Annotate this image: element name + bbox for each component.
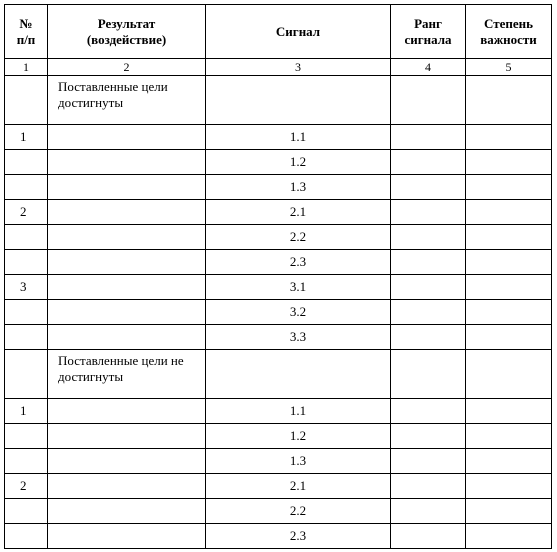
importance-cell	[466, 275, 552, 300]
signal-value: 3.2	[206, 300, 391, 325]
number-cell	[5, 76, 48, 125]
header-number-text: № п/п	[16, 15, 36, 47]
table-row	[5, 200, 552, 225]
signal-value: 3.1	[206, 275, 391, 300]
signal-value: 2.2	[206, 499, 391, 524]
signal-value: 2.3	[206, 524, 391, 549]
importance-cell	[466, 399, 552, 424]
signal-rank-cell	[391, 474, 466, 499]
signal-rank-cell	[391, 150, 466, 175]
result-cell	[48, 399, 206, 424]
signal-rank-cell	[391, 424, 466, 449]
signal-rank-cell	[391, 449, 466, 474]
table-row	[5, 399, 552, 424]
signal-value: 2.2	[206, 225, 391, 250]
table-row	[5, 449, 552, 474]
importance-cell	[466, 524, 552, 549]
table-row	[5, 474, 552, 499]
signal-rank-cell	[391, 175, 466, 200]
importance-cell	[466, 76, 552, 125]
importance-cell	[466, 150, 552, 175]
signal-value: 1.2	[206, 150, 391, 175]
result-cell	[48, 275, 206, 300]
column-number: 2	[48, 59, 206, 76]
table-row	[5, 275, 552, 300]
signals-table	[4, 4, 552, 549]
signal-rank-cell	[391, 524, 466, 549]
section-header-row	[5, 76, 552, 125]
result-cell	[48, 225, 206, 250]
header-signal-rank	[391, 5, 466, 59]
header-number	[5, 5, 48, 59]
signal-rank-cell	[391, 76, 466, 125]
result-cell	[48, 474, 206, 499]
signal-value: 1.2	[206, 424, 391, 449]
signal-value: 2.3	[206, 250, 391, 275]
header-row	[5, 5, 552, 59]
row-number	[5, 449, 48, 474]
signal-cell	[206, 350, 391, 399]
importance-cell	[466, 350, 552, 399]
signal-cell	[206, 76, 391, 125]
signal-rank-cell	[391, 300, 466, 325]
signal-rank-cell	[391, 399, 466, 424]
importance-cell	[466, 474, 552, 499]
header-signal	[206, 5, 391, 59]
signal-rank-cell	[391, 200, 466, 225]
row-number	[5, 499, 48, 524]
column-number: 1	[5, 59, 48, 76]
signal-value: 2.1	[206, 474, 391, 499]
signal-value: 3.3	[206, 325, 391, 350]
row-number: 3	[5, 275, 48, 300]
row-number	[5, 150, 48, 175]
header-result-text: Результат (воздействие)	[86, 15, 167, 47]
result-cell	[48, 524, 206, 549]
column-number-row	[5, 59, 552, 76]
importance-cell	[466, 225, 552, 250]
result-cell	[48, 150, 206, 175]
section-header-row	[5, 350, 552, 399]
signal-rank-cell	[391, 275, 466, 300]
importance-cell	[466, 250, 552, 275]
column-number: 3	[206, 59, 391, 76]
result-cell	[48, 499, 206, 524]
table-row	[5, 524, 552, 549]
signal-value: 1.1	[206, 125, 391, 150]
result-cell	[48, 300, 206, 325]
table-row	[5, 424, 552, 449]
header-importance-text: Степень важности	[480, 15, 537, 47]
row-number	[5, 175, 48, 200]
result-cell	[48, 125, 206, 150]
table-row	[5, 499, 552, 524]
table-row	[5, 175, 552, 200]
signal-rank-cell	[391, 325, 466, 350]
table-row	[5, 300, 552, 325]
importance-cell	[466, 200, 552, 225]
importance-cell	[466, 499, 552, 524]
importance-cell	[466, 325, 552, 350]
row-number	[5, 225, 48, 250]
table-row	[5, 225, 552, 250]
row-number: 1	[5, 399, 48, 424]
signal-value: 1.3	[206, 449, 391, 474]
table-body	[5, 5, 552, 549]
importance-cell	[466, 125, 552, 150]
signal-rank-cell	[391, 250, 466, 275]
table-row	[5, 125, 552, 150]
importance-cell	[466, 300, 552, 325]
result-cell	[48, 200, 206, 225]
number-cell	[5, 350, 48, 399]
result-cell	[48, 175, 206, 200]
section-title: Поставленные цели не достигнуты	[48, 350, 206, 399]
section-title: Поставленные цели достигнуты	[48, 76, 206, 125]
signal-rank-cell	[391, 350, 466, 399]
column-number: 4	[391, 59, 466, 76]
row-number: 1	[5, 125, 48, 150]
column-number: 5	[466, 59, 552, 76]
row-number: 2	[5, 474, 48, 499]
header-signal-text: Сигнал	[275, 23, 321, 39]
signal-rank-cell	[391, 125, 466, 150]
table-row	[5, 325, 552, 350]
importance-cell	[466, 175, 552, 200]
signal-value: 1.3	[206, 175, 391, 200]
row-number	[5, 300, 48, 325]
row-number: 2	[5, 200, 48, 225]
importance-cell	[466, 449, 552, 474]
header-result	[48, 5, 206, 59]
signal-rank-cell	[391, 499, 466, 524]
header-importance	[466, 5, 552, 59]
result-cell	[48, 449, 206, 474]
signal-rank-cell	[391, 225, 466, 250]
row-number	[5, 250, 48, 275]
result-cell	[48, 325, 206, 350]
result-cell	[48, 424, 206, 449]
signal-value: 1.1	[206, 399, 391, 424]
table-row	[5, 250, 552, 275]
row-number	[5, 524, 48, 549]
row-number	[5, 424, 48, 449]
row-number	[5, 325, 48, 350]
result-cell	[48, 250, 206, 275]
header-signal-rank-text: Ранг сигнала	[404, 15, 452, 47]
importance-cell	[466, 424, 552, 449]
signal-value: 2.1	[206, 200, 391, 225]
table-row	[5, 150, 552, 175]
